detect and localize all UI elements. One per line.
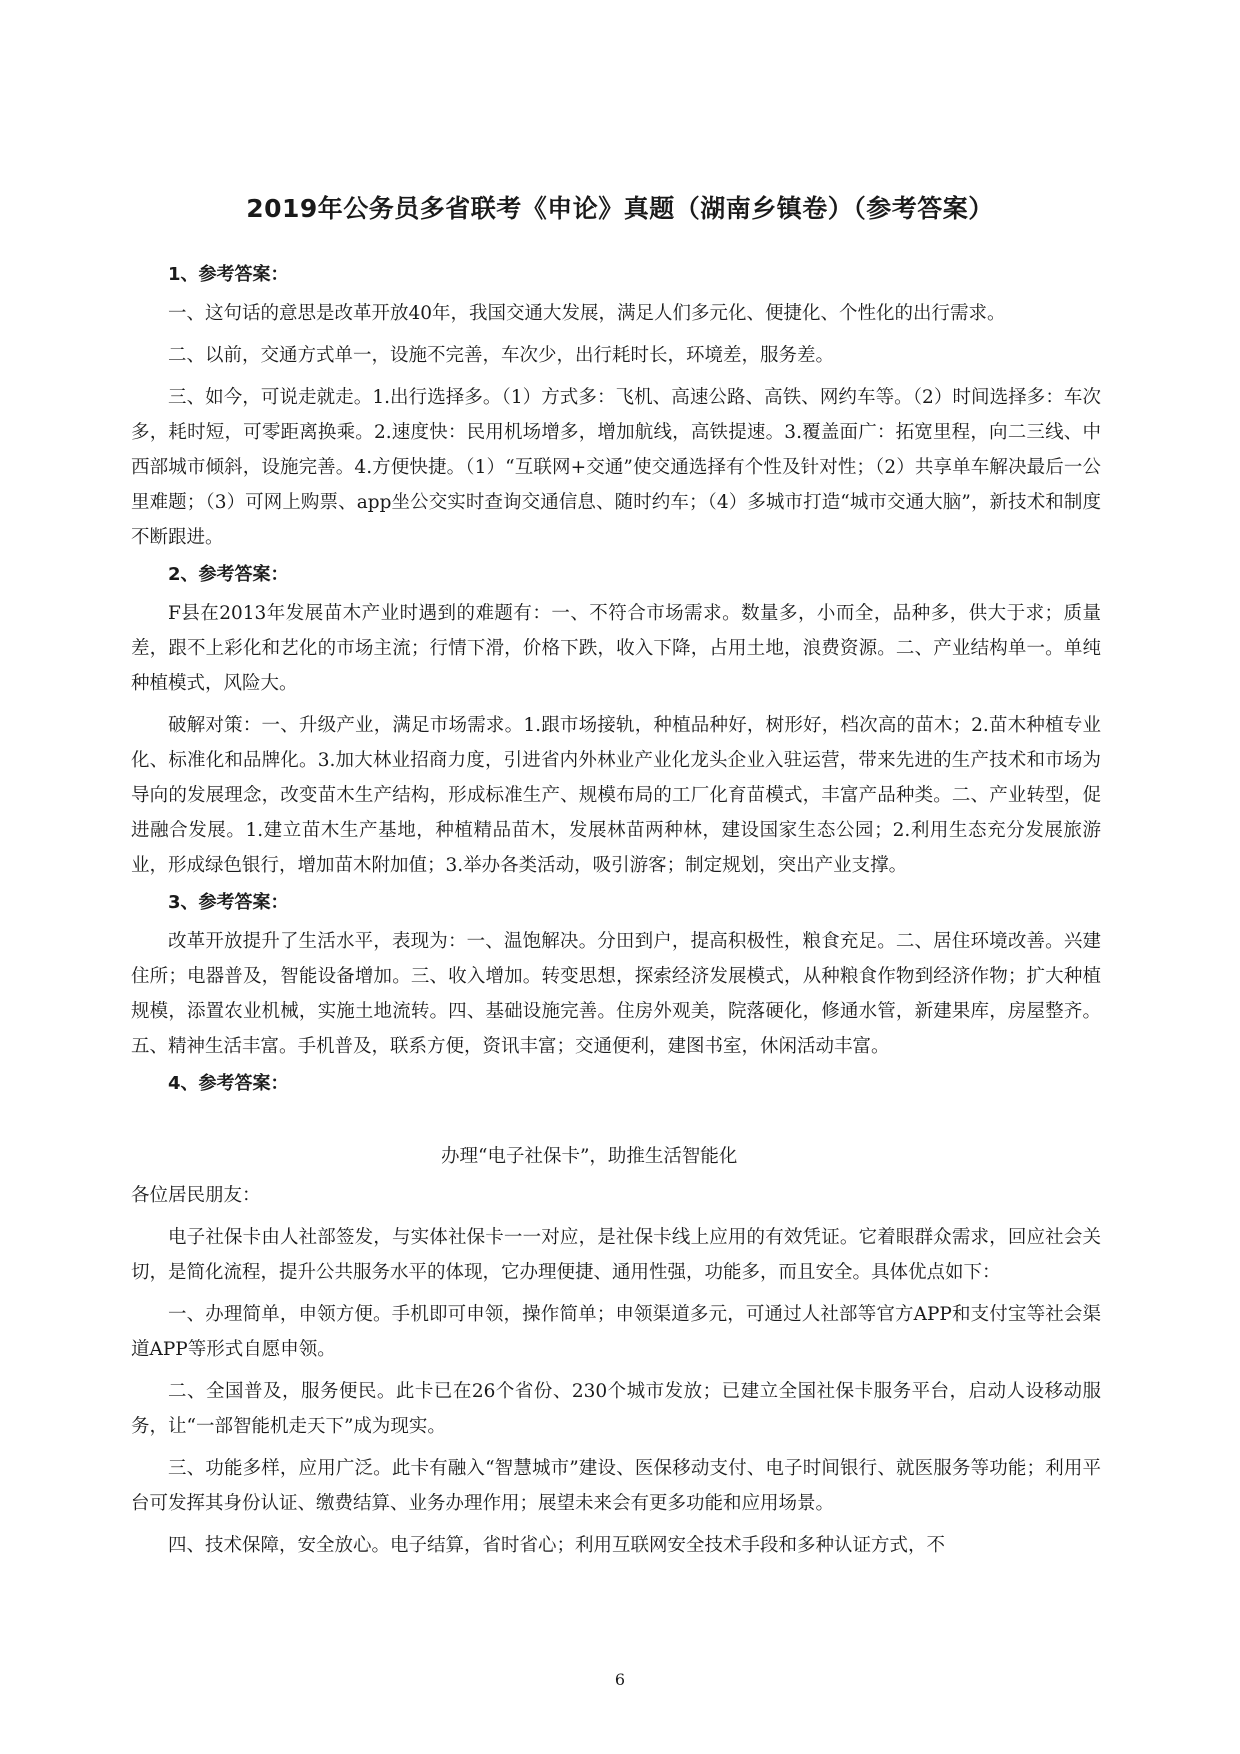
answer-content [131, 262, 1101, 1570]
page-title: 2019年公务员多省联考《申论》真题（湖南乡镇卷）（参考答案） [246, 193, 994, 223]
answer-section-2 [131, 562, 1101, 883]
paragraph: 电子社保卡由人社部签发，与实体社保卡一一对应，是社保卡线上应用的有效凭证。它着眼群众需求，回应社会关切，是简化流程，提升公共服务水平的体现，它办理便捷、通用性强，功能多，而且安全。具体优点如下： [131, 1227, 1101, 1283]
paragraph: 二、以前，交通方式单一，设施不完善，车次少，出行耗时长，环境差，服务差。 [168, 345, 835, 366]
paragraph: F县在2013年发展苗木产业时遇到的难题有：一、不符合市场需求。数量多，小而全，品种多，供大于求；质量差，跟不上彩化和艺化的市场主流；行情下滑，价格下跌，收入下降，占用土地，浪费资源。二、产业结构单一。单纯种植模式，风险大。 [131, 603, 1101, 694]
page-number: 6 [614, 1670, 626, 1689]
paragraph: 一、这句话的意思是改革开放40年，我国交通大发展，满足人们多元化、便捷化、个性化的出行需求。 [168, 303, 1006, 324]
answer-section-1 [131, 262, 1101, 555]
paragraph: 三、功能多样，应用广泛。此卡有融入“智慧城市”建设、医保移动支付、电子时间银行、就医服务等功能；利用平台可发挥其身份认证、缴费结算、业务办理作用；展望未来会有更多功能和应用场景。 [131, 1458, 1101, 1514]
letter [131, 1139, 1101, 1563]
section-heading: 3、参考答案： [168, 892, 289, 913]
section-heading: 2、参考答案： [168, 564, 289, 585]
paragraph: 二、全国普及，服务便民。此卡已在26个省份、230个城市发放；已建立全国社保卡服务平台，启动人设移动服务，让“一部智能机走天下”成为现实。 [131, 1381, 1101, 1437]
section-heading: 1、参考答案： [168, 264, 289, 285]
answer-section-3 [131, 890, 1101, 1064]
answer-section-4 [131, 1071, 1101, 1097]
section-heading: 4、参考答案： [168, 1073, 289, 1094]
paragraph: 四、技术保障，安全放心。电子结算，省时省心；利用互联网安全技术手段和多种认证方式，不 [168, 1535, 946, 1556]
paragraph: 一、办理简单，申领方便。手机即可申领，操作简单；申领渠道多元，可通过人社部等官方APP和支付宝等社会渠道APP等形式自愿申领。 [131, 1304, 1101, 1360]
paragraph: 三、如今，可说走就走。1.出行选择多。（1）方式多：飞机、高速公路、高铁、网约车等。（2）时间选择多：车次多，耗时短，可零距离换乘。2.速度快：民用机场增多，增加航线，高铁提速。3.覆盖面广：拓宽里程，向二三线、中西部城市倾斜，设施完善。4.方便快捷。（1）“互联网+交通”使交通选择有个性及针对性；（2）共享单车解决最后一公里难题；（3）可网上购票、app坐公交实时查询交通信息、随时约车；（4）多城市打造“城市交通大脑”，新技术和制度不断跟进。 [131, 387, 1101, 548]
paragraph: 破解对策：一、升级产业，满足市场需求。1.跟市场接轨，种植品种好，树形好，档次高的苗木；2.苗木种植专业化、标准化和品牌化。3.加大林业招商力度，引进省内外林业产业化龙头企业入驻运营，带来先进的生产技术和市场为导向的发展理念，改变苗木生产结构，形成标准生产、规模布局的工厂化育苗模式，丰富产品种类。二、产业转型，促进融合发展。1.建立苗木生产基地，种植精品苗木，发展林苗两种林，建设国家生态公园；2.利用生态充分发展旅游业，形成绿色银行，增加苗木附加值；3.举办各类活动，吸引游客；制定规划，突出产业支撑。 [131, 715, 1101, 876]
letter-salutation: 各位居民朋友： [131, 1185, 261, 1206]
paragraph: 改革开放提升了生活水平，表现为：一、温饱解决。分田到户，提高积极性，粮食充足。二、居住环境改善。兴建住所；电器普及，智能设备增加。三、收入增加。转变思想，探索经济发展模式，从种粮食作物到经济作物；扩大种植规模，添置农业机械，实施土地流转。四、基础设施完善。住房外观美，院落硬化，修通水管，新建果库，房屋整齐。五、精神生活丰富。手机普及，联系方便，资讯丰富；交通便利，建图书室，休闲活动丰富。 [131, 931, 1101, 1057]
letter-title: 办理“电子社保卡”，助推生活智能化 [441, 1146, 738, 1167]
